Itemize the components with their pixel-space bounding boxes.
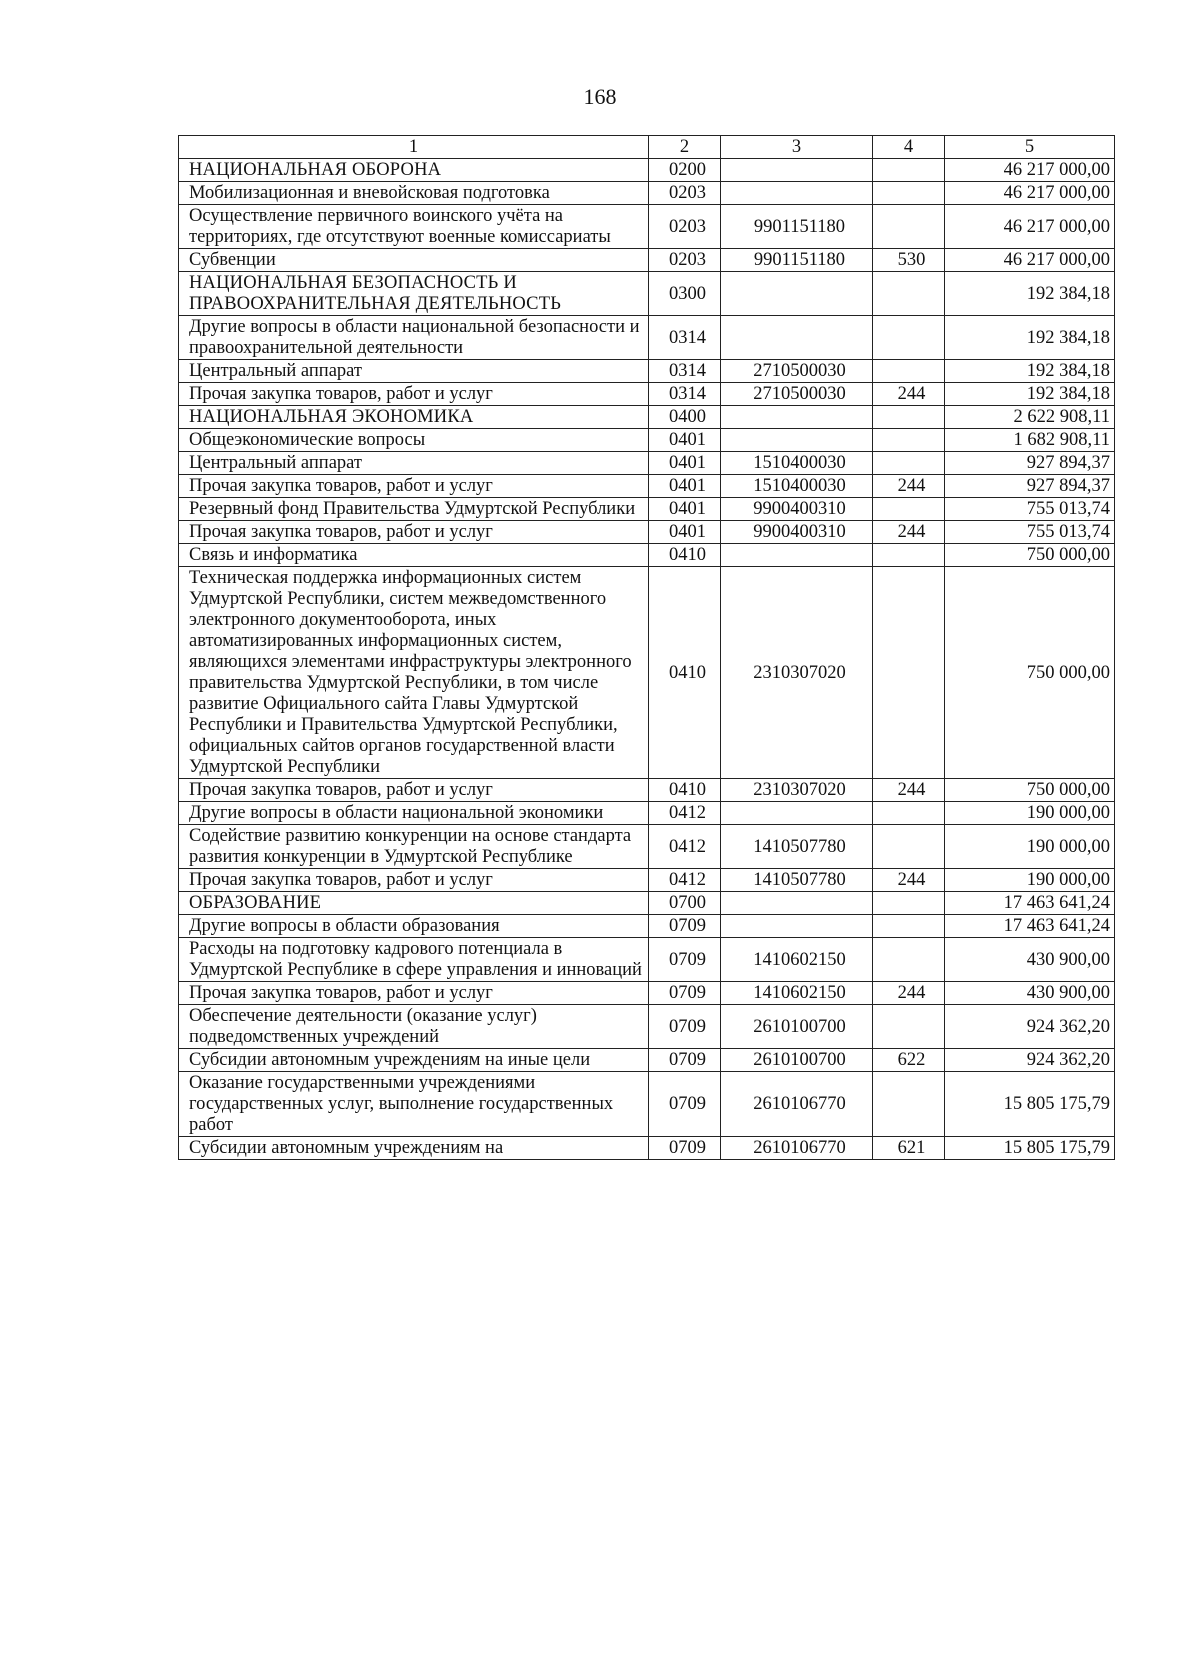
expense-type-code-cell [873, 429, 945, 452]
section-code-cell: 0412 [649, 825, 721, 869]
table-row [179, 544, 1115, 567]
target-article-code-cell [721, 544, 873, 567]
section-code-cell: 0709 [649, 1137, 721, 1160]
target-article-code-cell [721, 892, 873, 915]
expense-type-code-cell [873, 452, 945, 475]
expense-name-cell: Субсидии автономным учреждениям на иные цели [179, 1049, 649, 1072]
table-row [179, 869, 1115, 892]
section-code-cell: 0709 [649, 1049, 721, 1072]
target-article-code-cell: 1410602150 [721, 938, 873, 982]
section-code-cell: 0410 [649, 567, 721, 779]
expense-type-code-cell: 244 [873, 521, 945, 544]
table-row [179, 498, 1115, 521]
expense-name-cell: Центральный аппарат [179, 360, 649, 383]
amount-cell: 927 894,37 [945, 452, 1115, 475]
amount-cell: 2 622 908,11 [945, 406, 1115, 429]
expense-name-cell: Другие вопросы в области национальной безопасности и правоохранительной деятельности [179, 316, 649, 360]
table-row [179, 915, 1115, 938]
target-article-code-cell [721, 159, 873, 182]
target-article-code-cell: 9901151180 [721, 249, 873, 272]
expense-type-code-cell [873, 159, 945, 182]
table-row [179, 360, 1115, 383]
expense-name-cell: Другие вопросы в области национальной экономики [179, 802, 649, 825]
table-row [179, 521, 1115, 544]
section-code-cell: 0709 [649, 938, 721, 982]
expense-name-cell: Прочая закупка товаров, работ и услуг [179, 383, 649, 406]
amount-cell: 192 384,18 [945, 316, 1115, 360]
expense-type-code-cell [873, 892, 945, 915]
amount-cell: 15 805 175,79 [945, 1137, 1115, 1160]
section-code-cell: 0203 [649, 205, 721, 249]
section-code-cell: 0709 [649, 1005, 721, 1049]
expense-name-cell: Субвенции [179, 249, 649, 272]
column-header-2: 2 [649, 136, 721, 159]
section-code-cell: 0401 [649, 429, 721, 452]
table-row [179, 1072, 1115, 1137]
table-row [179, 938, 1115, 982]
section-code-cell: 0314 [649, 383, 721, 406]
section-code-cell: 0401 [649, 475, 721, 498]
table-row [179, 429, 1115, 452]
amount-cell: 755 013,74 [945, 521, 1115, 544]
expense-name-cell: ОБРАЗОВАНИЕ [179, 892, 649, 915]
table-row [179, 316, 1115, 360]
amount-cell: 46 217 000,00 [945, 249, 1115, 272]
section-code-cell: 0410 [649, 544, 721, 567]
expense-name-cell: Общеэкономические вопросы [179, 429, 649, 452]
expense-type-code-cell [873, 825, 945, 869]
amount-cell: 750 000,00 [945, 779, 1115, 802]
table-row [179, 272, 1115, 316]
expense-name-cell: Центральный аппарат [179, 452, 649, 475]
target-article-code-cell [721, 182, 873, 205]
target-article-code-cell [721, 316, 873, 360]
section-code-cell: 0709 [649, 1072, 721, 1137]
target-article-code-cell: 9900400310 [721, 521, 873, 544]
expense-name-cell: Связь и информатика [179, 544, 649, 567]
expense-type-code-cell: 244 [873, 982, 945, 1005]
amount-cell: 190 000,00 [945, 869, 1115, 892]
section-code-cell: 0200 [649, 159, 721, 182]
amount-cell: 750 000,00 [945, 544, 1115, 567]
expense-type-code-cell: 244 [873, 779, 945, 802]
table-body [179, 159, 1115, 1160]
section-code-cell: 0700 [649, 892, 721, 915]
expense-type-code-cell: 621 [873, 1137, 945, 1160]
target-article-code-cell: 2710500030 [721, 360, 873, 383]
expense-type-code-cell [873, 272, 945, 316]
amount-cell: 17 463 641,24 [945, 915, 1115, 938]
target-article-code-cell: 2610106770 [721, 1137, 873, 1160]
amount-cell: 46 217 000,00 [945, 205, 1115, 249]
expense-type-code-cell: 244 [873, 383, 945, 406]
table-row [179, 182, 1115, 205]
amount-cell: 190 000,00 [945, 802, 1115, 825]
table-row [179, 567, 1115, 779]
target-article-code-cell: 1410602150 [721, 982, 873, 1005]
target-article-code-cell: 1510400030 [721, 475, 873, 498]
table-row [179, 779, 1115, 802]
column-header-4: 4 [873, 136, 945, 159]
amount-cell: 190 000,00 [945, 825, 1115, 869]
expense-type-code-cell [873, 205, 945, 249]
target-article-code-cell: 2610106770 [721, 1072, 873, 1137]
amount-cell: 430 900,00 [945, 938, 1115, 982]
expense-type-code-cell: 244 [873, 869, 945, 892]
table-row [179, 249, 1115, 272]
table-row [179, 892, 1115, 915]
expense-name-cell: НАЦИОНАЛЬНАЯ БЕЗОПАСНОСТЬ И ПРАВООХРАНИТЕЛЬНАЯ ДЕЯТЕЛЬНОСТЬ [179, 272, 649, 316]
target-article-code-cell: 2610100700 [721, 1005, 873, 1049]
target-article-code-cell: 2310307020 [721, 567, 873, 779]
expense-type-code-cell: 530 [873, 249, 945, 272]
amount-cell: 192 384,18 [945, 360, 1115, 383]
expense-type-code-cell [873, 406, 945, 429]
amount-cell: 192 384,18 [945, 272, 1115, 316]
section-code-cell: 0410 [649, 779, 721, 802]
table-row [179, 205, 1115, 249]
section-code-cell: 0314 [649, 316, 721, 360]
target-article-code-cell: 2610100700 [721, 1049, 873, 1072]
expense-type-code-cell [873, 316, 945, 360]
expense-name-cell: Субсидии автономным учреждениям на [179, 1137, 649, 1160]
expense-type-code-cell [873, 567, 945, 779]
expense-name-cell: Техническая поддержка информационных систем Удмуртской Республики, систем межведомственного электронного документооборота, иных автоматизированных информационных систем, являющихся элементами инфраструктуры электронного правительства Удмуртской Республики, в том числе развитие Официального сайта Главы Удмуртской Республики и Правительства Удмуртской Республики, официальных сайтов органов государственной власти Удмуртской Республики [179, 567, 649, 779]
expense-name-cell: Прочая закупка товаров, работ и услуг [179, 779, 649, 802]
expense-name-cell: Прочая закупка товаров, работ и услуг [179, 521, 649, 544]
page-number: 168 [583, 84, 617, 109]
amount-cell: 755 013,74 [945, 498, 1115, 521]
amount-cell: 17 463 641,24 [945, 892, 1115, 915]
expense-name-cell: Резервный фонд Правительства Удмуртской Республики [179, 498, 649, 521]
section-code-cell: 0400 [649, 406, 721, 429]
expense-type-code-cell: 244 [873, 475, 945, 498]
expense-name-cell: Содействие развитию конкуренции на основе стандарта развития конкуренции в Удмуртской Республике [179, 825, 649, 869]
expense-name-cell: Расходы на подготовку кадрового потенциала в Удмуртской Республике в сфере управления и инноваций [179, 938, 649, 982]
section-code-cell: 0300 [649, 272, 721, 316]
section-code-cell: 0401 [649, 498, 721, 521]
expense-type-code-cell [873, 915, 945, 938]
expense-name-cell: Осуществление первичного воинского учёта на территориях, где отсутствуют военные комиссариаты [179, 205, 649, 249]
table-row [179, 982, 1115, 1005]
expense-name-cell: Прочая закупка товаров, работ и услуг [179, 869, 649, 892]
expense-name-cell: Оказание государственными учреждениями государственных услуг, выполнение государственных работ [179, 1072, 649, 1137]
expense-name-cell: Прочая закупка товаров, работ и услуг [179, 475, 649, 498]
amount-cell: 927 894,37 [945, 475, 1115, 498]
expense-type-code-cell [873, 802, 945, 825]
table-row [179, 475, 1115, 498]
expense-type-code-cell [873, 938, 945, 982]
table-row [179, 159, 1115, 182]
target-article-code-cell: 9901151180 [721, 205, 873, 249]
expense-name-cell: Обеспечение деятельности (оказание услуг) подведомственных учреждений [179, 1005, 649, 1049]
amount-cell: 46 217 000,00 [945, 159, 1115, 182]
column-header-5: 5 [945, 136, 1115, 159]
table-row [179, 802, 1115, 825]
target-article-code-cell: 2310307020 [721, 779, 873, 802]
amount-cell: 750 000,00 [945, 567, 1115, 779]
section-code-cell: 0314 [649, 360, 721, 383]
target-article-code-cell: 1410507780 [721, 869, 873, 892]
amount-cell: 924 362,20 [945, 1005, 1115, 1049]
expense-type-code-cell [873, 544, 945, 567]
expense-type-code-cell: 622 [873, 1049, 945, 1072]
amount-cell: 15 805 175,79 [945, 1072, 1115, 1137]
target-article-code-cell: 9900400310 [721, 498, 873, 521]
expense-type-code-cell [873, 1005, 945, 1049]
column-header-3: 3 [721, 136, 873, 159]
column-header-1: 1 [179, 136, 649, 159]
target-article-code-cell [721, 915, 873, 938]
table-row [179, 1049, 1115, 1072]
expense-name-cell: Прочая закупка товаров, работ и услуг [179, 982, 649, 1005]
table-row [179, 825, 1115, 869]
target-article-code-cell: 1410507780 [721, 825, 873, 869]
expense-type-code-cell [873, 498, 945, 521]
section-code-cell: 0401 [649, 452, 721, 475]
amount-cell: 46 217 000,00 [945, 182, 1115, 205]
section-code-cell: 0412 [649, 802, 721, 825]
section-code-cell: 0412 [649, 869, 721, 892]
section-code-cell: 0203 [649, 249, 721, 272]
target-article-code-cell: 2710500030 [721, 383, 873, 406]
expense-type-code-cell [873, 182, 945, 205]
table-row [179, 1137, 1115, 1160]
amount-cell: 1 682 908,11 [945, 429, 1115, 452]
table-row [179, 383, 1115, 406]
expense-name-cell: НАЦИОНАЛЬНАЯ ЭКОНОМИКА [179, 406, 649, 429]
target-article-code-cell [721, 272, 873, 316]
column-number-row [179, 136, 1115, 159]
budget-table [178, 135, 1115, 1160]
expense-name-cell: Мобилизационная и вневойсковая подготовка [179, 182, 649, 205]
table-row [179, 452, 1115, 475]
section-code-cell: 0709 [649, 915, 721, 938]
target-article-code-cell [721, 406, 873, 429]
amount-cell: 430 900,00 [945, 982, 1115, 1005]
amount-cell: 192 384,18 [945, 383, 1115, 406]
section-code-cell: 0203 [649, 182, 721, 205]
target-article-code-cell [721, 802, 873, 825]
expense-name-cell: Другие вопросы в области образования [179, 915, 649, 938]
expense-type-code-cell [873, 1072, 945, 1137]
target-article-code-cell [721, 429, 873, 452]
amount-cell: 924 362,20 [945, 1049, 1115, 1072]
expense-name-cell: НАЦИОНАЛЬНАЯ ОБОРОНА [179, 159, 649, 182]
target-article-code-cell: 1510400030 [721, 452, 873, 475]
table-row [179, 1005, 1115, 1049]
section-code-cell: 0401 [649, 521, 721, 544]
section-code-cell: 0709 [649, 982, 721, 1005]
expense-type-code-cell [873, 360, 945, 383]
table-row [179, 406, 1115, 429]
